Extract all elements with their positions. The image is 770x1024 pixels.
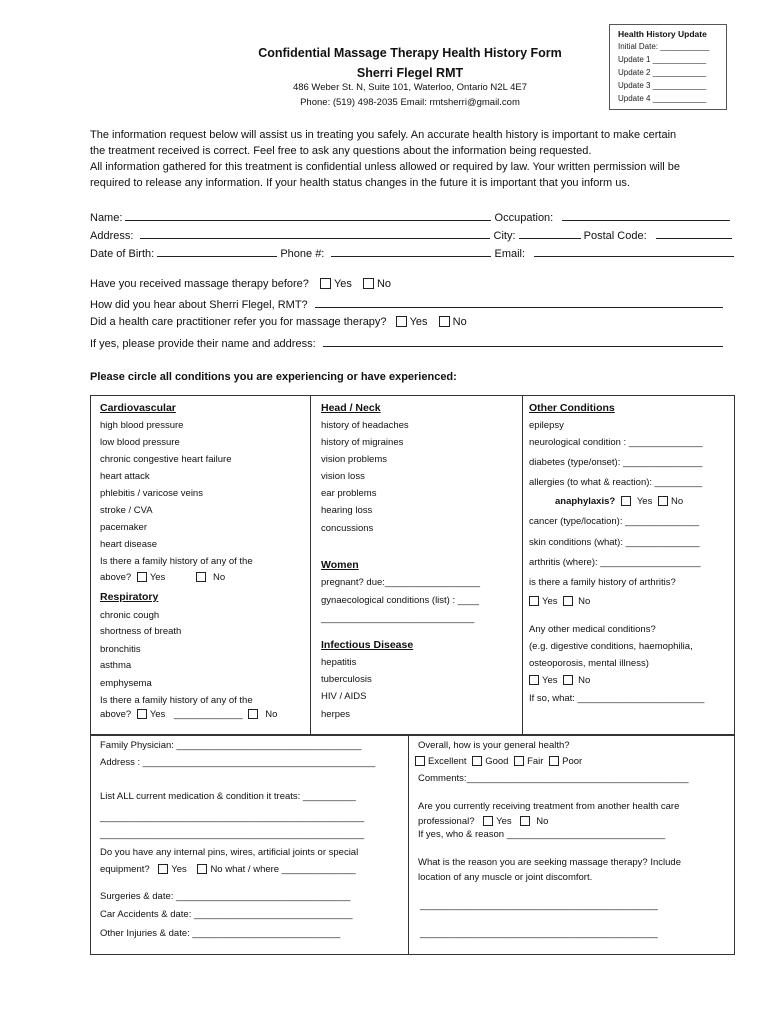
update-4-field[interactable]: Update 4 ____________ xyxy=(618,94,707,103)
condition-item[interactable]: shortness of breath xyxy=(100,626,182,637)
other-conditions-detail-field[interactable]: If so, what: ________________________ xyxy=(529,693,705,704)
other-treatment-no-checkbox[interactable] xyxy=(520,816,530,826)
gynaecological-line[interactable]: _____________________________ xyxy=(321,613,475,624)
update-box-title: Health History Update xyxy=(618,29,707,39)
column-divider xyxy=(408,735,409,955)
other-injuries-field[interactable]: Other Injuries & date: ____________________________ xyxy=(100,928,341,939)
excellent-label: Excellent xyxy=(428,756,467,767)
phone-field[interactable] xyxy=(331,246,491,257)
condition-item[interactable]: heart attack xyxy=(100,471,150,482)
clinic-address: 486 Weber St. N, Suite 101, Waterloo, Ontario N2L 4E7 xyxy=(292,82,528,93)
no-label: No xyxy=(376,278,392,290)
general-health-question: Overall, how is your general health? xyxy=(418,740,570,751)
practitioner-info-question: If yes, please provide their name and address: xyxy=(90,338,316,350)
phone-label: Phone #: xyxy=(280,248,325,260)
respiratory-family-yes-checkbox[interactable] xyxy=(137,709,147,719)
arthritis-family-row xyxy=(529,596,590,607)
condition-item[interactable]: heart disease xyxy=(100,539,158,550)
professional-label: professional? xyxy=(418,816,475,827)
condition-item[interactable]: phlebitis / varicose veins xyxy=(100,488,203,499)
email-label: Email: xyxy=(494,248,526,260)
name-field[interactable] xyxy=(125,210,491,221)
condition-item[interactable]: history of headaches xyxy=(321,420,409,431)
above-label: above? xyxy=(100,572,132,583)
condition-item[interactable]: hearing loss xyxy=(321,505,373,516)
dob-label: Date of Birth: xyxy=(90,248,155,260)
address-label: Address: xyxy=(90,230,134,242)
head-neck-heading: Head / Neck xyxy=(321,402,381,414)
postal-code-field[interactable] xyxy=(656,228,732,239)
other-treatment-who-field[interactable]: If yes, who & reason ______________________________ xyxy=(418,829,666,840)
medications-line[interactable]: __________________________________________________ xyxy=(100,829,365,840)
intro-line-1: The information request below will assist us in treating you safely. An accurate health history is important to make certain xyxy=(90,129,677,141)
no-label: No xyxy=(578,675,591,686)
practitioner-referral-row xyxy=(90,316,467,328)
pregnant-field[interactable]: pregnant? due:__________________ xyxy=(321,577,481,588)
cardio-family-history-row xyxy=(100,572,225,583)
intro-line-4: required to release any information. If your health status changes in the future it is important that you inform us. xyxy=(90,177,630,189)
yes-label: Yes xyxy=(409,316,428,328)
yes-label: Yes xyxy=(542,596,558,607)
fair-label: Fair xyxy=(527,756,544,767)
medications-field[interactable]: List ALL current medication & condition it treats: __________ xyxy=(100,791,356,802)
health-fair-checkbox[interactable] xyxy=(514,756,524,766)
dob-row xyxy=(90,246,734,260)
family-physician-field[interactable]: Family Physician: ___________________________________ xyxy=(100,740,362,751)
condition-item[interactable]: concussions xyxy=(321,523,374,534)
arthritis-field[interactable]: arthritis (where): ___________________ xyxy=(529,557,701,568)
dob-field[interactable] xyxy=(157,246,277,257)
prior-massage-row xyxy=(90,278,391,290)
other-conditions-heading: Other Conditions xyxy=(529,402,615,414)
other-conditions-example: (e.g. digestive conditions, haemophilia, xyxy=(529,641,693,652)
yes-label: Yes xyxy=(496,816,512,827)
update-3-field[interactable]: Update 3 ____________ xyxy=(618,81,707,90)
name-label: Name: xyxy=(90,212,123,224)
initial-date-field[interactable]: Initial Date: ___________ xyxy=(618,42,710,51)
yes-label: Yes xyxy=(333,278,352,290)
no-label: No xyxy=(212,572,226,583)
practitioner-info-row xyxy=(90,336,723,350)
cardio-family-yes-checkbox[interactable] xyxy=(137,572,147,582)
treatment-reason-line[interactable]: _____________________________________________ xyxy=(420,900,658,911)
prior-massage-question: Have you received massage therapy before? xyxy=(90,278,309,290)
no-label: No xyxy=(536,816,549,827)
treatment-reason-question-2: location of any muscle or joint discomfort. xyxy=(418,872,593,883)
therapist-name: Sherri Flegel RMT xyxy=(356,66,464,80)
condition-item[interactable]: stroke / CVA xyxy=(100,505,153,516)
gynaecological-field[interactable]: gynaecological conditions (list) : ____ xyxy=(321,595,479,606)
update-2-field[interactable]: Update 2 ____________ xyxy=(618,68,707,77)
email-field[interactable] xyxy=(534,246,734,257)
condition-item[interactable]: low blood pressure xyxy=(100,437,180,448)
practitioner-referral-no-checkbox[interactable] xyxy=(439,316,450,327)
column-divider xyxy=(522,395,523,735)
intro-line-2: the treatment received is correct. Feel free to ask any questions about the information being requested. xyxy=(90,145,592,157)
condition-item[interactable]: HIV / AIDS xyxy=(321,691,367,702)
referral-source-row xyxy=(90,297,723,311)
health-history-update-box xyxy=(609,24,727,110)
other-treatment-yes-checkbox[interactable] xyxy=(483,816,493,826)
referral-source-question: How did you hear about Sherri Flegel, RMT? xyxy=(90,299,308,311)
good-label: Good xyxy=(485,756,509,767)
practitioner-info-field[interactable] xyxy=(323,336,723,347)
equipment-yes-checkbox[interactable] xyxy=(158,864,168,874)
health-excellent-checkbox[interactable] xyxy=(415,756,425,766)
condition-item[interactable]: chronic cough xyxy=(100,610,160,621)
circle-conditions-heading: Please circle all conditions you are experiencing or have experienced: xyxy=(90,371,457,383)
physician-address-field[interactable]: Address : ____________________________________________ xyxy=(100,757,376,768)
practitioner-referral-question: Did a health care practitioner refer you for massage therapy? xyxy=(90,316,387,328)
anaphylaxis-row xyxy=(555,496,683,507)
condition-item[interactable]: vision loss xyxy=(321,471,365,482)
anaphylaxis-no-checkbox[interactable] xyxy=(658,496,668,506)
condition-item[interactable]: chronic congestive heart failure xyxy=(100,454,232,465)
allergies-field[interactable]: allergies (to what & reaction): _________ xyxy=(529,477,703,488)
occupation-label: Occupation: xyxy=(494,212,554,224)
respiratory-heading: Respiratory xyxy=(100,591,159,603)
yes-label: Yes xyxy=(149,709,166,720)
name-row xyxy=(90,210,730,224)
condition-item[interactable]: vision problems xyxy=(321,454,387,465)
condition-item[interactable]: epilepsy xyxy=(529,420,564,431)
no-label: No xyxy=(452,316,467,328)
cancer-field[interactable]: cancer (type/location): ______________ xyxy=(529,516,700,527)
anaphylaxis-yes-checkbox[interactable] xyxy=(621,496,631,506)
intro-line-3: All information gathered for this treatment is confidential unless allowed or required by law. Your written permission will be xyxy=(90,161,681,173)
treatment-reason-line[interactable]: _____________________________________________ xyxy=(420,928,658,939)
skin-conditions-field[interactable]: skin conditions (what): ______________ xyxy=(529,537,700,548)
condition-item[interactable]: bronchitis xyxy=(100,644,141,655)
no-label: No xyxy=(578,596,591,607)
health-comments-field[interactable]: Comments:__________________________________________ xyxy=(418,773,689,784)
other-conditions-row xyxy=(529,675,590,686)
condition-item[interactable]: high blood pressure xyxy=(100,420,184,431)
column-divider xyxy=(310,395,311,735)
treatment-reason-question: What is the reason you are seeking massage therapy? Include xyxy=(418,857,681,868)
respiratory-family-detail-field[interactable]: _____________ xyxy=(173,709,243,720)
yes-label: Yes xyxy=(149,572,166,583)
other-conditions-question: Any other medical conditions? xyxy=(529,624,656,635)
city-label: City: xyxy=(493,230,516,242)
referral-source-field[interactable] xyxy=(315,297,723,308)
equipment-where-field[interactable]: No what / where ______________ xyxy=(210,864,356,875)
condition-item[interactable]: herpes xyxy=(321,709,351,720)
prior-massage-no-checkbox[interactable] xyxy=(363,278,374,289)
equipment-label: equipment? xyxy=(100,864,150,875)
condition-item[interactable]: asthma xyxy=(100,660,132,671)
respiratory-family-no-checkbox[interactable] xyxy=(248,709,258,719)
equipment-no-checkbox[interactable] xyxy=(197,864,207,874)
condition-item[interactable]: history of migraines xyxy=(321,437,404,448)
other-treatment-question: Are you currently receiving treatment from another health care xyxy=(418,801,680,812)
family-history-question: Is there a family history of any of the xyxy=(100,556,253,567)
respiratory-family-history-row xyxy=(100,709,277,720)
occupation-field[interactable] xyxy=(562,210,730,221)
surgeries-field[interactable]: Surgeries & date: _________________________________ xyxy=(100,891,351,902)
address-row xyxy=(90,228,732,242)
no-label: No xyxy=(265,709,278,720)
lower-info-table xyxy=(90,735,735,955)
practitioner-referral-yes-checkbox[interactable] xyxy=(396,316,407,327)
diabetes-field[interactable]: diabetes (type/onset): _______________ xyxy=(529,457,703,468)
other-treatment-row xyxy=(418,816,548,827)
car-accidents-field[interactable]: Car Accidents & date: ______________________________ xyxy=(100,909,353,920)
yes-label: Yes xyxy=(542,675,558,686)
medications-line[interactable]: __________________________________________________ xyxy=(100,812,365,823)
condition-item[interactable]: tuberculosis xyxy=(321,674,372,685)
women-heading: Women xyxy=(321,559,359,571)
postal-label: Postal Code: xyxy=(583,230,647,242)
arthritis-family-yes-checkbox[interactable] xyxy=(529,596,539,606)
internal-pins-row xyxy=(100,864,356,875)
clinic-contact: Phone: (519) 498-2035 Email: rmtsherri@gmail.com xyxy=(300,97,520,108)
yes-label: Yes xyxy=(636,496,653,507)
form-title: Confidential Massage Therapy Health History Form xyxy=(258,46,562,60)
poor-label: Poor xyxy=(562,756,583,767)
anaphylaxis-label: anaphylaxis? xyxy=(555,496,616,507)
condition-item[interactable]: pacemaker xyxy=(100,522,147,533)
arthritis-family-question: is there a family history of arthritis? xyxy=(529,577,676,588)
condition-item[interactable]: emphysema xyxy=(100,678,152,689)
arthritis-family-no-checkbox[interactable] xyxy=(563,596,573,606)
other-conditions-example-2: osteoporosis, mental illness) xyxy=(529,658,649,669)
neurological-field[interactable]: neurological condition : ______________ xyxy=(529,437,703,448)
other-conditions-yes-checkbox[interactable] xyxy=(529,675,539,685)
city-field[interactable] xyxy=(519,228,581,239)
infectious-disease-heading: Infectious Disease xyxy=(321,639,414,651)
condition-item[interactable]: hepatitis xyxy=(321,657,357,668)
yes-label: Yes xyxy=(171,864,187,875)
cardiovascular-heading: Cardiovascular xyxy=(100,402,176,414)
other-conditions-no-checkbox[interactable] xyxy=(563,675,573,685)
prior-massage-yes-checkbox[interactable] xyxy=(320,278,331,289)
no-label: No xyxy=(670,496,684,507)
update-1-field[interactable]: Update 1 ____________ xyxy=(618,55,707,64)
address-field[interactable] xyxy=(140,228,490,239)
above-label: above? xyxy=(100,709,132,720)
health-good-checkbox[interactable] xyxy=(472,756,482,766)
general-health-options xyxy=(415,756,582,767)
family-history-question: Is there a family history of any of the xyxy=(100,695,253,706)
internal-pins-question: Do you have any internal pins, wires, artificial joints or special xyxy=(100,847,359,858)
condition-item[interactable]: ear problems xyxy=(321,488,377,499)
cardio-family-no-checkbox[interactable] xyxy=(196,572,206,582)
health-poor-checkbox[interactable] xyxy=(549,756,559,766)
